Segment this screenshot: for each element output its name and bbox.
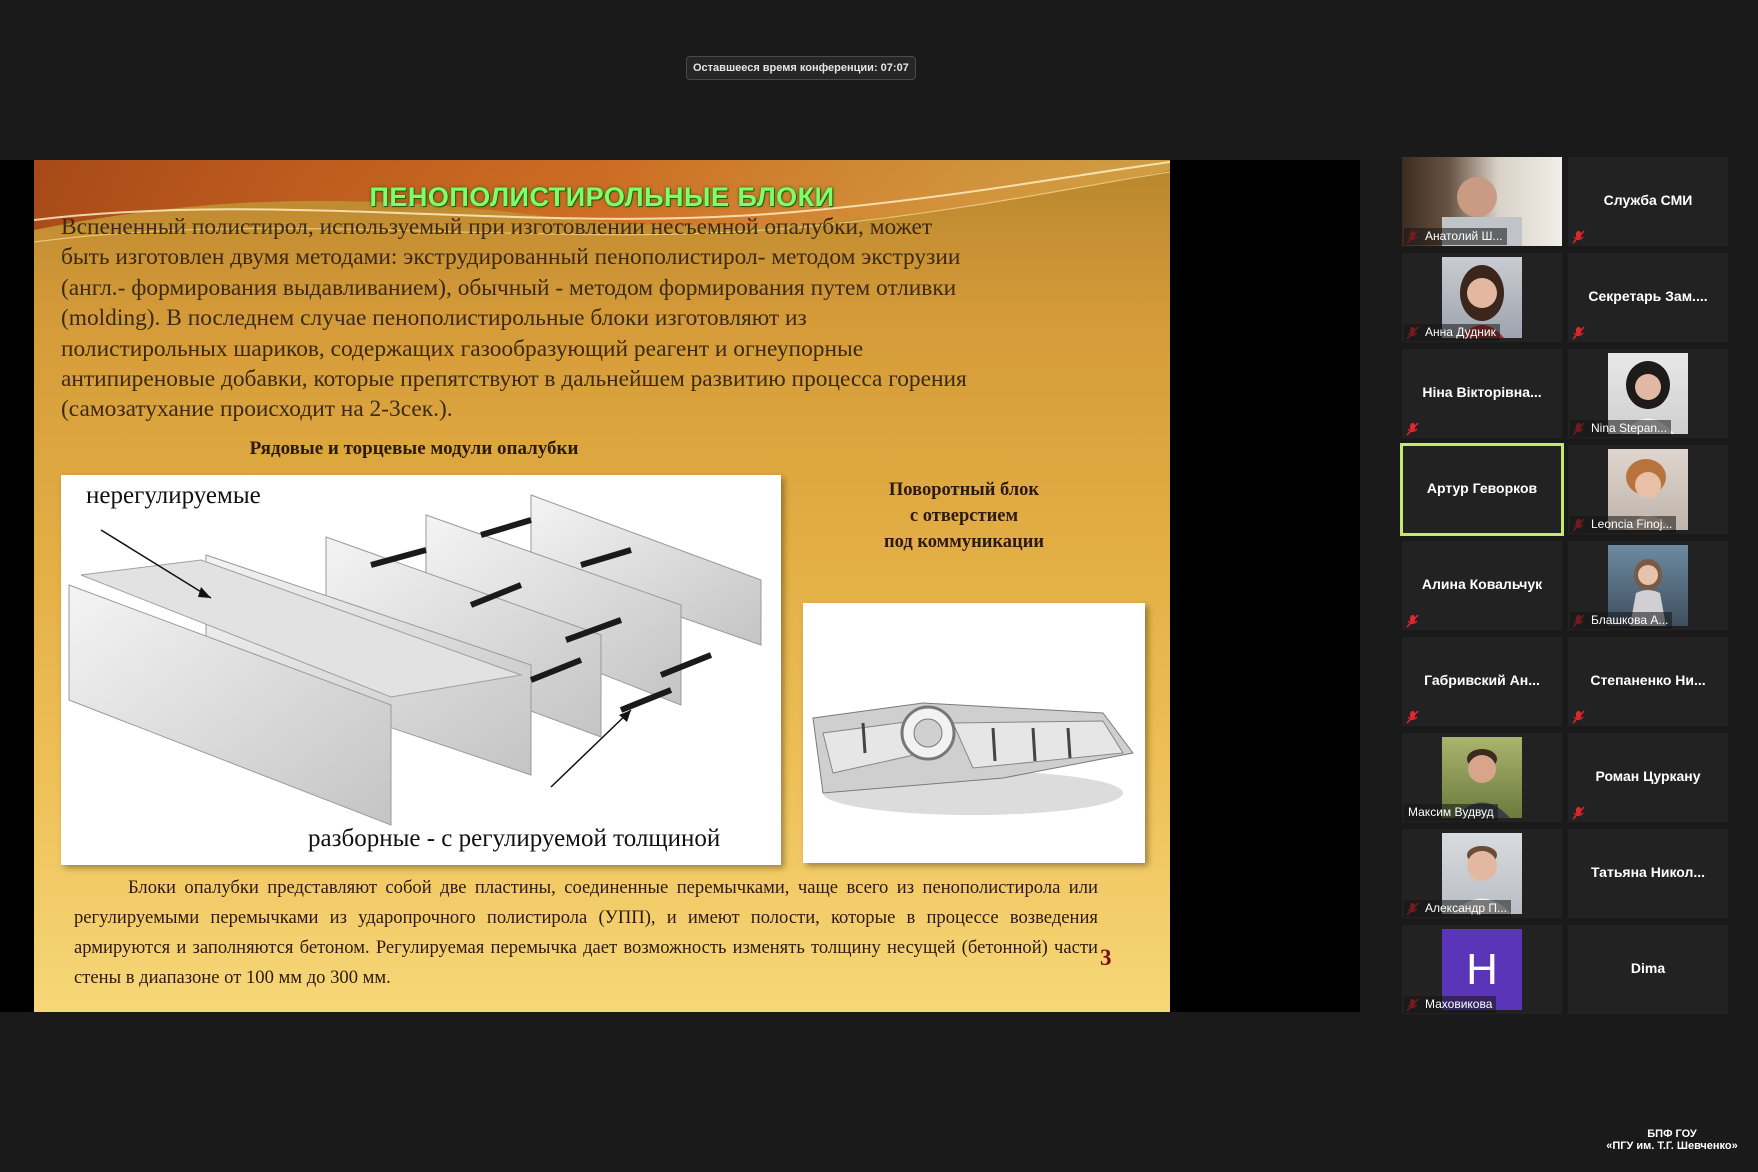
participant-tile[interactable]	[1402, 253, 1562, 342]
formwork-blocks-illustration	[61, 475, 781, 865]
participant-name: Степаненко Ни...	[1590, 672, 1706, 688]
participant-name: Алина Ковальчук	[1421, 576, 1543, 592]
participant-name: Габривский Ан...	[1424, 672, 1540, 688]
participant-tile[interactable]	[1402, 829, 1562, 918]
institution-watermark	[1596, 1128, 1748, 1152]
rotary-caption-line: под коммуникации	[883, 532, 1045, 552]
participant-tile[interactable]	[1568, 925, 1728, 1014]
muted-mic-icon	[1406, 422, 1419, 436]
presentation-slide	[34, 160, 1170, 1012]
participant-name: Dima	[1630, 960, 1666, 976]
participant-tile[interactable]	[1402, 637, 1562, 726]
participant-tile[interactable]	[1402, 349, 1562, 438]
participant-tile[interactable]	[1568, 829, 1728, 918]
avatar-letter: Н	[1466, 944, 1498, 994]
slide-body-line: (самозатухание происходит на 2-3сек.).	[61, 396, 453, 423]
participant-name: Служба СМИ	[1603, 192, 1693, 208]
rotary-block-illustration	[803, 603, 1145, 863]
slide-body-line: (англ.- формирования выдавливанием), обычный - методом формирования путем отливки	[61, 274, 957, 301]
participant-tile[interactable]	[1568, 637, 1728, 726]
participant-name: Маховикова	[1404, 996, 1496, 1013]
participant-name: Nina Stepan...	[1570, 420, 1671, 437]
muted-mic-icon	[1572, 710, 1585, 724]
participant-tile[interactable]	[1568, 349, 1728, 438]
meeting-timer: Оставшееся время конференции: 07:07	[686, 56, 916, 80]
participant-tile-active-speaker[interactable]	[1402, 445, 1562, 534]
participant-tile[interactable]	[1568, 541, 1728, 630]
slide-bottom-text: Блоки опалубки представляют собой две пластины, соединенные перемычками, чаще всего из пенополистирола или регулируемыми перемычками из ударопрочного полистирола (УПП), и имеют полости, которые в процессе возведения армируются и заполняются бетоном. Регулируемая перемычка дает возможность изменять толщину несущей (бетонной) части стены в диапазоне от 100 мм до 300 мм.	[74, 877, 1098, 988]
participant-name: Татьяна Никол...	[1590, 864, 1706, 880]
slide-body-line: быть изготовлен двумя методами: экструдированный пенополистирол- методом экструзии	[61, 244, 961, 271]
participant-tile[interactable]	[1568, 253, 1728, 342]
slide-body-line: антипиреновые добавки, которые препятствуют в дальнейшем развитию процесса горения	[61, 366, 967, 393]
slide-body-line: Вспененный полистирол, используемый при изготовлении несъемной опалубки, может	[61, 214, 933, 240]
rotary-caption-line: с отверстием	[909, 506, 1019, 526]
participant-name: Ніна Вікторівна...	[1422, 384, 1542, 400]
slide-page-number: 3	[1100, 945, 1112, 970]
participant-name: Блашкова А...	[1570, 612, 1672, 629]
participant-name: Секретарь Зам....	[1588, 288, 1708, 304]
participant-tile[interactable]	[1402, 733, 1562, 822]
rotary-block-image	[803, 603, 1145, 863]
participant-name: Анатолий Ш...	[1404, 228, 1507, 245]
watermark-line: «ПГУ им. Т.Г. Шевченко»	[1606, 1140, 1738, 1152]
formwork-blocks-image	[61, 475, 781, 865]
rotary-block-caption	[844, 477, 1084, 555]
participant-tile[interactable]	[1568, 445, 1728, 534]
slide-body-line: полистирольных шариков, содержащих газообразующий реагент и огнеупорные	[61, 335, 864, 362]
participant-tile[interactable]	[1402, 541, 1562, 630]
participants-gallery	[1402, 157, 1728, 1021]
muted-mic-icon	[1572, 806, 1585, 820]
muted-mic-icon	[1406, 710, 1419, 724]
muted-mic-icon	[1406, 614, 1419, 628]
slide-title: ПЕНОПОЛИСТИРОЛЬНЫЕ БЛОКИ	[369, 182, 835, 212]
screen-share-area	[0, 160, 1360, 1012]
label-collapsible: разборные - с регулируемой толщиной	[308, 825, 721, 852]
participant-tile[interactable]	[1402, 925, 1562, 1014]
participant-tile[interactable]	[1568, 733, 1728, 822]
slide-subtitle: Рядовые и торцевые модули опалубки	[249, 438, 579, 459]
watermark-line: БПФ ГОУ	[1647, 1128, 1697, 1140]
slide-body-line: (molding). В последнем случае пенополистирольные блоки изготовляют из	[61, 305, 807, 332]
participant-name: Артур Геворков	[1426, 480, 1538, 496]
participant-name: Leoncia Finoj...	[1570, 516, 1676, 533]
participant-name: Александр П...	[1404, 900, 1511, 917]
muted-mic-icon	[1572, 230, 1585, 244]
participant-name: Максим Вудвуд	[1404, 804, 1498, 821]
participant-tile[interactable]	[1568, 157, 1728, 246]
participant-name: Роман Цуркану	[1595, 768, 1701, 784]
slide-body-text	[61, 212, 1146, 425]
muted-mic-icon	[1572, 326, 1585, 340]
participant-tile[interactable]	[1402, 157, 1562, 246]
rotary-caption-line: Поворотный блок	[888, 480, 1040, 500]
participant-name: Анна Дудник	[1404, 324, 1500, 341]
label-unregulated: нерегулируемые	[86, 482, 261, 509]
